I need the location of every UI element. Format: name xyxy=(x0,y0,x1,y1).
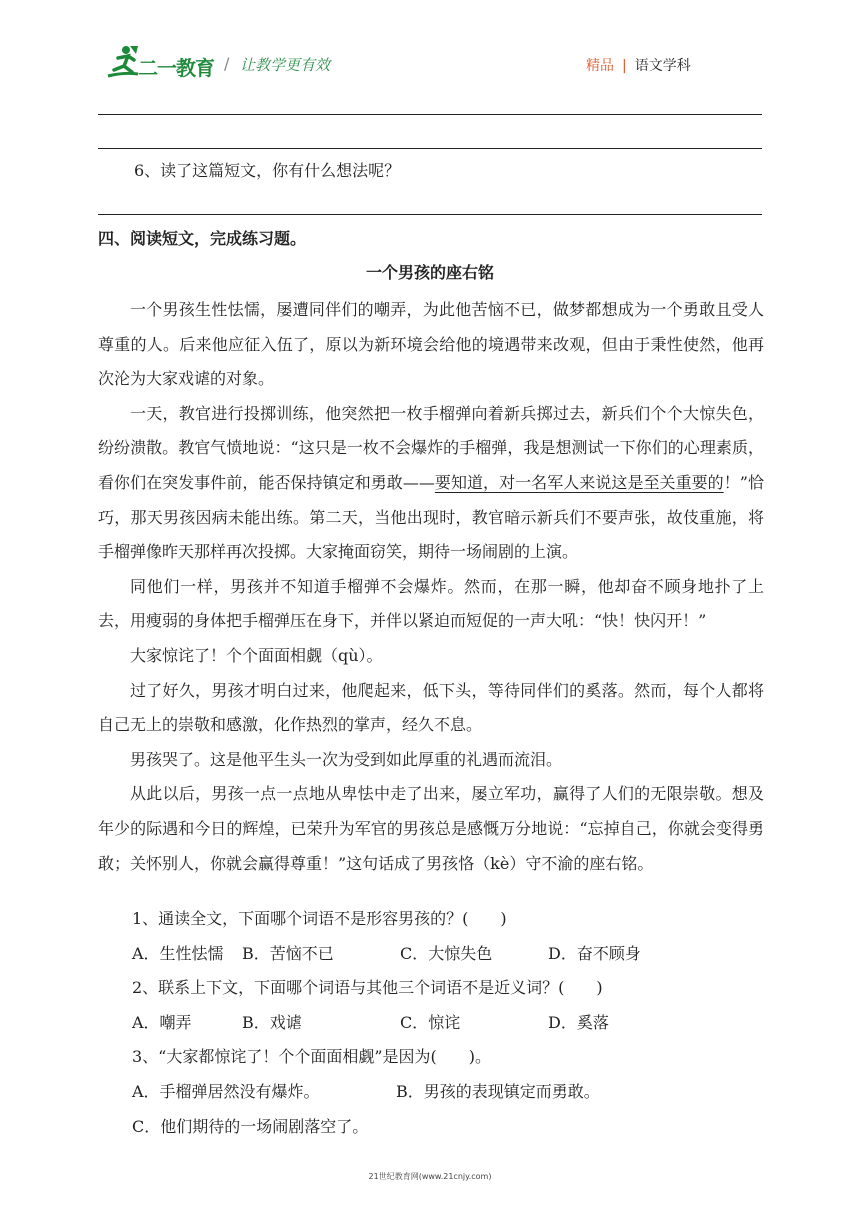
option-row xyxy=(98,1075,764,1110)
underlined-sentence: 要知道，对一名军人来说这是至关重要的 xyxy=(434,472,724,492)
article-paragraph xyxy=(98,674,764,743)
answer-option: C．大惊失色 xyxy=(400,943,493,963)
article-paragraph xyxy=(98,570,764,639)
paragraph-text: ！”恰巧，那天男孩因病未能出练。第二天，当他出现时，教官暗示新兵们不要声张，故伎重施，将手榴弹像昨天那样再次投掷。大家掩面窃笑，期待一场闹剧的上演。 xyxy=(98,472,764,562)
brand-logo-text: 二一教育 xyxy=(138,56,214,80)
quality-label: 精品 xyxy=(586,58,614,74)
article-paragraph xyxy=(98,777,764,881)
page-header xyxy=(0,0,860,100)
answer-option: B．男孩的表现镇定而勇敢。 xyxy=(396,1081,600,1101)
article-body xyxy=(98,293,764,881)
paragraph-text: 一天，教官进行投掷训练，他突然把一枚手榴弹向着新兵掷过去，新兵们个个大惊失色，纷纷溃散。教官气愤地说：“这只是一枚不会爆炸的手榴弹，我是想测试一下你们的心理素质，看你们在突发事件前，能否保持镇定和勇敢—— xyxy=(98,403,764,492)
article-paragraph xyxy=(98,743,764,778)
answer-option: A．嘲弄 xyxy=(132,1012,192,1032)
answer-option: B．戏谑 xyxy=(242,1012,302,1032)
paragraph-text: 从此以后，男孩一点一点地从卑怯中走了出来，屡立军功，赢得了人们的无限崇敬。想及年少的际遇和今日的辉煌，已荣升为军官的男孩总是感慨万分地说：“忘掉自己，你就会变得勇敢；关怀别人，你就会赢得尊重！”这句话成了男孩恪（kè）守不渝的座右铭。 xyxy=(98,784,764,873)
article-paragraph xyxy=(98,293,764,397)
answer-option: A．生性怯懦 xyxy=(132,943,224,963)
article-paragraph xyxy=(98,639,764,674)
answer-line-2 xyxy=(98,148,762,149)
answer-option: A．手榴弹居然没有爆炸。 xyxy=(132,1081,320,1101)
article-title: 一个男孩的座右铭 xyxy=(365,263,494,282)
slogan: 让教学更有效 xyxy=(240,56,331,74)
question-stem: 1、通读全文，下面哪个词语不是形容男孩的？( ) xyxy=(132,909,507,928)
answer-option: D．奚落 xyxy=(548,1012,609,1032)
option-row xyxy=(98,1006,764,1041)
question-list xyxy=(98,902,764,1144)
paragraph-text: 男孩哭了。这是他平生头一次为受到如此厚重的礼遇而流泪。 xyxy=(130,749,563,769)
question-6: 6、读了这篇短文，你有什么想法呢？ xyxy=(134,161,401,180)
paragraph-text: 同他们一样，男孩并不知道手榴弹不会爆炸。然而，在那一瞬，他却奋不顾身地扑了上去，用瘦弱的身体把手榴弹压在身下，并伴以紧迫而短促的一声大吼：“快！快闪开！” xyxy=(98,576,764,631)
option-row xyxy=(98,937,764,972)
answer-line-3 xyxy=(98,214,762,215)
question-stem: 3、“大家都惊诧了！个个面面相觑”是因为( )。 xyxy=(132,1047,492,1067)
paragraph-text: 一个男孩生性怯懦，屡遭同伴们的嘲弄，为此他苦恼不已，做梦都想成为一个勇敢且受人尊重的人。后来他应征入伍了，原以为新环境会给他的境遇带来改观，但由于秉性使然，他再次沦为大家戏谑的对象。 xyxy=(98,300,764,389)
header-separator: | xyxy=(622,58,627,74)
paragraph-text: 过了好久，男孩才明白过来，他爬起来，低下头，等待同伴们的奚落。然而，每个人都将自己无上的崇敬和感激，化作热烈的掌声，经久不息。 xyxy=(98,680,764,735)
paragraph-text: 大家惊诧了！个个面面相觑（qù）。 xyxy=(130,645,383,665)
answer-option: C．他们期待的一场闹剧落空了。 xyxy=(132,1116,369,1136)
answer-option: C．惊诧 xyxy=(400,1012,461,1032)
answer-option: B．苦恼不已 xyxy=(242,943,334,963)
section-title: 四、阅读短文，完成练习题。 xyxy=(98,229,307,248)
subject-label: 语文学科 xyxy=(634,58,691,74)
header-right xyxy=(586,55,691,75)
question-stem: 2、联系上下文，下面哪个词语与其他三个词语不是近义词？( ) xyxy=(132,978,603,998)
answer-option: D．奋不顾身 xyxy=(548,943,641,963)
article-paragraph xyxy=(98,397,764,570)
page-footer: 21世纪教育网(www.21cnjy.com) xyxy=(368,1172,492,1181)
divider-slash: / xyxy=(224,54,230,73)
answer-line-1 xyxy=(98,114,762,115)
